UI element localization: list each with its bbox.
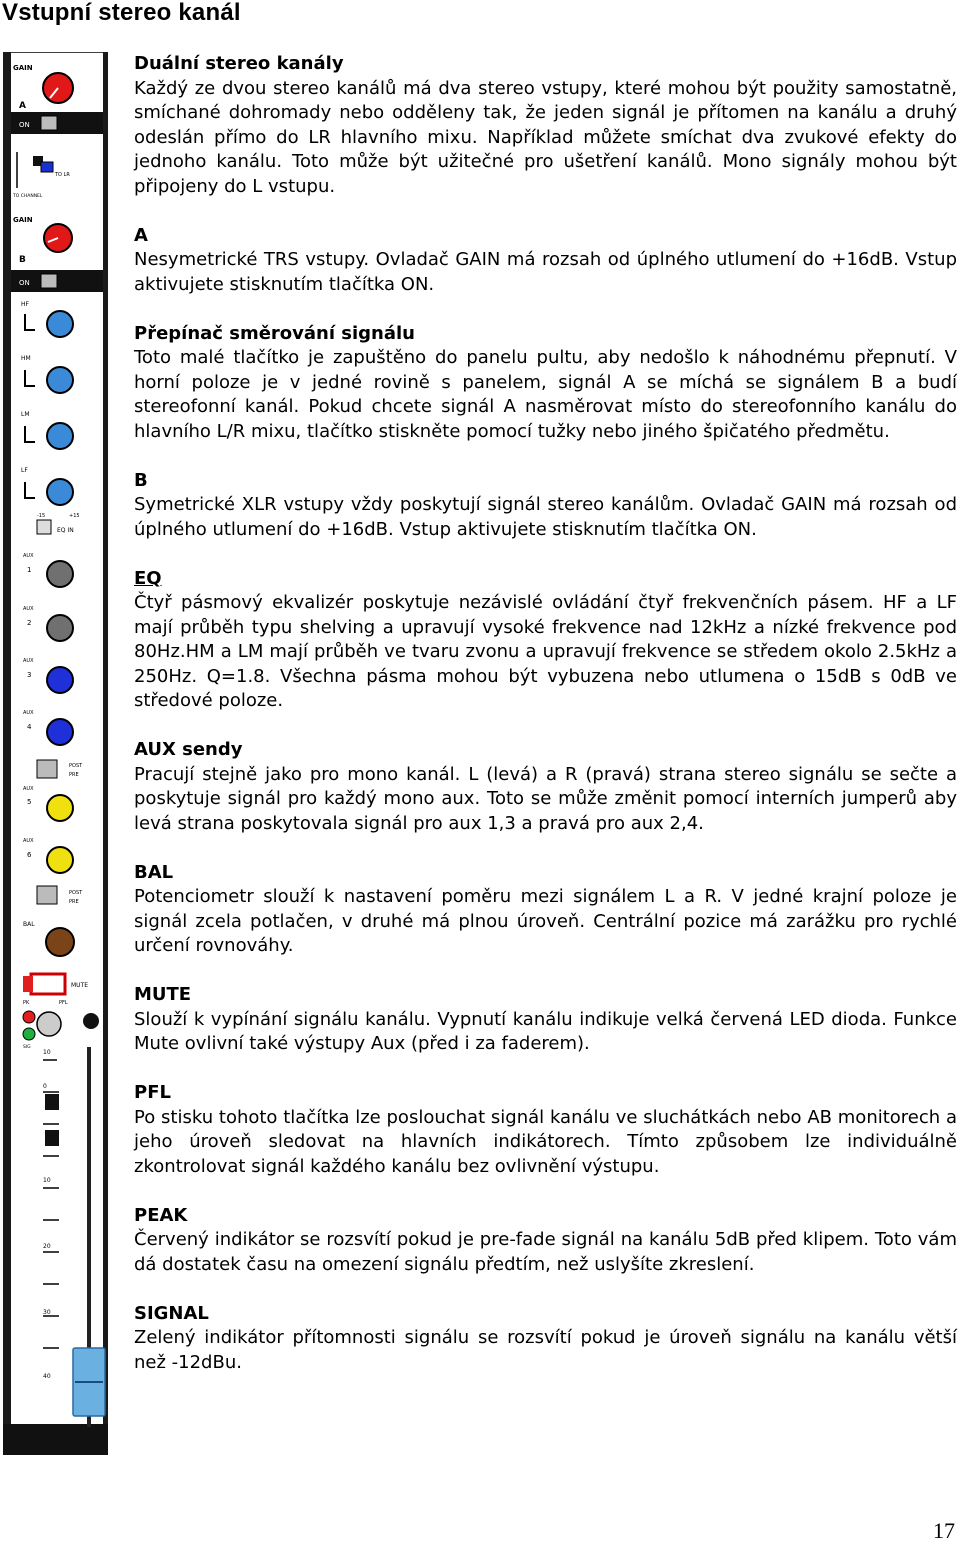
eq-lf-knob[interactable] bbox=[47, 479, 73, 505]
on-a-button[interactable] bbox=[41, 116, 57, 130]
eq-max-label: +15 bbox=[69, 513, 80, 519]
fader-scale-0: 0 bbox=[43, 1083, 47, 1090]
section-input-b bbox=[134, 469, 957, 543]
section-body: Pracují stejně jako pro mono kanál. L (levá) a R (pravá) strana stereo signálu se sečte a poskytuje signál pro každý mono aux. Toto se může změnit pomocí interních jumperů aby levá strana poskytovala signál pro aux 1,3 a pravá pro aux 2,4. bbox=[134, 763, 957, 834]
eq-in-button[interactable] bbox=[37, 520, 51, 534]
eq-hf-knob[interactable] bbox=[47, 311, 73, 337]
section-body: Každý ze dvou stereo kanálů má dva stereo vstupy, které mohou být použity samostatně, smíchané dohromady nebo odděleny tak, že jeden signál je přítomen na kanálu a druhý odeslán přímo do LR hlavního mixu. Například můžete smíchat dva zvukové efekty do jednoho kanálu. Toto může být užitečné pro ušetření kanálů. Mono signály mohou být připojeny do L vstupu. bbox=[134, 77, 957, 197]
section-body: Potenciometr slouží k nastavení poměru mezi signálem L a R. V jedné krajní poloze je signál zcela potlačen, v druhé má plnou úroveň. Centrální pozice má zarážku pro rychlé určení rovnováhy. bbox=[134, 886, 957, 956]
mute-button[interactable] bbox=[31, 974, 65, 994]
bal-label: BAL bbox=[23, 921, 35, 928]
to-lr-label: TO LR bbox=[55, 172, 70, 178]
aux-56-prepost-button[interactable] bbox=[37, 886, 57, 904]
section-heading: AUX sendy bbox=[134, 739, 243, 760]
gain-a-label: GAIN bbox=[13, 64, 33, 72]
eq-in-label: EQ IN bbox=[57, 527, 74, 534]
section-aux-sends bbox=[134, 738, 957, 836]
section-heading: EQ bbox=[134, 567, 162, 589]
to-channel-label: TO CHANNEL bbox=[13, 194, 43, 199]
section-body: Nesymetrické TRS vstupy. Ovladač GAIN má rozsah od úplného utlumení do +16dB. Vstup aktivujete stisknutím tlačítka ON. bbox=[134, 249, 957, 295]
content-column bbox=[134, 52, 957, 1400]
section-pfl bbox=[134, 1081, 957, 1179]
aux-56-post-label: POST bbox=[69, 890, 83, 896]
section-input-a bbox=[134, 224, 957, 298]
section-routing-switch bbox=[134, 322, 957, 445]
section-heading: SIGNAL bbox=[134, 1302, 209, 1324]
aux-2-knob[interactable] bbox=[47, 615, 73, 641]
page-number: 17 bbox=[933, 1518, 955, 1543]
eq-lm-label: LM bbox=[21, 411, 30, 418]
section-body: Čtyř pásmový ekvalizér poskytuje nezávislé ovládání čtyř frekvenčních pásem. HF a LF mají průběh typu shelving a upravují vysoké frekvence nad 12kHz a nízké frekvence pod 80Hz.HM a LM mají průběh ve tvaru zvonu a upravují frekvence se středem okolo 2.5kHz a 250Hz. Q=1.8. Všechna pásma mohou být vybuzena nebo utlumena o 15dB s 0dB ve středové poloze. bbox=[134, 592, 957, 711]
section-mute bbox=[134, 983, 957, 1057]
aux-6-label: AUX bbox=[23, 838, 34, 844]
fader-scale-30: 30 bbox=[43, 1309, 51, 1316]
section-body: Toto malé tlačítko je zapuštěno do panelu pultu, aby nedošlo k náhodnému přepnutí. V horní poloze je v jedné rovině s panelem, signál A se míchá se signálem B a budí stereofonní kanál. Pokud chcete signál A nasměrovat místo do stereofonního kanálu do hlavního L/R mixu, tlačítko stiskněte pomocí tužky nebo jiného špičatého předmětu. bbox=[134, 347, 957, 442]
aux-3-label: AUX bbox=[23, 658, 34, 664]
aux-6-number: 6 bbox=[27, 851, 32, 859]
pfl-button[interactable] bbox=[37, 1012, 61, 1036]
section-body: Po stisku tohoto tlačítka lze poslouchat signál kanálu ve sluchátkách nebo AB monitorech a jeho úroveň sledovat na hlavních indikátorech. Tímto způsobem lze individuálně zkontrolovat signál každého kanálu bez ovlivnění výstupu. bbox=[134, 1106, 957, 1177]
section-body: Slouží k vypínání signálu kanálu. Vypnutí kanálu indikuje velká červená LED dioda. Funkce Mute ovlivní také výstupy Aux (před i za faderem). bbox=[134, 1008, 957, 1054]
pk-label: PK bbox=[23, 1000, 30, 1006]
aux-5-knob[interactable] bbox=[47, 795, 73, 821]
pfl-label: PFL bbox=[59, 1000, 68, 1006]
on-b-label: ON bbox=[19, 279, 30, 287]
input-a-label: A bbox=[19, 101, 26, 111]
section-heading: Duální stereo kanály bbox=[134, 53, 344, 74]
pfl-led bbox=[83, 1013, 99, 1029]
aux-6-knob[interactable] bbox=[47, 847, 73, 873]
aux-1-knob[interactable] bbox=[47, 561, 73, 587]
mute-label: MUTE bbox=[71, 982, 89, 989]
aux-1-number: 1 bbox=[27, 566, 32, 574]
peak-led bbox=[23, 1011, 35, 1023]
aux-1-label: AUX bbox=[23, 553, 34, 559]
section-body: Zelený indikátor přítomnosti signálu se rozsvítí pokud je úroveň signálu na kanálu větší než -12dBu. bbox=[134, 1327, 957, 1373]
eq-lf-label: LF bbox=[21, 467, 28, 474]
aux-2-number: 2 bbox=[27, 619, 32, 627]
section-heading: Přepínač směrování signálu bbox=[134, 322, 415, 344]
aux-4-number: 4 bbox=[27, 723, 32, 731]
section-eq bbox=[134, 567, 957, 714]
sig-label: SIG bbox=[23, 1045, 31, 1050]
signal-led bbox=[23, 1028, 35, 1040]
aux-34-pre-label: PRE bbox=[69, 772, 79, 778]
fader-scale-20: 20 bbox=[43, 1243, 51, 1250]
on-a-label: ON bbox=[19, 121, 30, 129]
eq-hf-label: HF bbox=[21, 301, 29, 308]
section-heading: MUTE bbox=[134, 984, 192, 1005]
eq-hm-label: HM bbox=[21, 355, 31, 362]
aux-5-number: 5 bbox=[27, 798, 32, 806]
aux-5-label: AUX bbox=[23, 786, 34, 792]
fader-scale-10: 10 bbox=[43, 1177, 51, 1184]
bal-knob[interactable] bbox=[46, 928, 74, 956]
section-dual-stereo-channels bbox=[134, 52, 957, 199]
aux-4-label: AUX bbox=[23, 710, 34, 716]
section-bal bbox=[134, 861, 957, 959]
aux-56-pre-label: PRE bbox=[69, 899, 79, 905]
aux-34-post-label: POST bbox=[69, 763, 83, 769]
eq-min-label: -15 bbox=[37, 513, 46, 519]
aux-2-label: AUX bbox=[23, 606, 34, 612]
section-heading: A bbox=[134, 224, 148, 246]
section-peak bbox=[134, 1204, 957, 1278]
fader-scale-40: 40 bbox=[43, 1373, 51, 1380]
section-heading: B bbox=[134, 469, 148, 491]
section-body: Symetrické XLR vstupy vždy poskytují signál stereo kanálům. Ovladač GAIN má rozsah od úplného utlumení do +16dB. Vstup aktivujete stisknutím tlačítka ON. bbox=[134, 494, 957, 540]
aux-3-knob[interactable] bbox=[47, 667, 73, 693]
channel-strip-illustration bbox=[3, 52, 108, 1455]
gain-b-label: GAIN bbox=[13, 216, 33, 224]
aux-3-number: 3 bbox=[27, 671, 32, 679]
aux-34-prepost-button[interactable] bbox=[37, 760, 57, 778]
section-body: Červený indikátor se rozsvítí pokud je pre-fade signál na kanálu 5dB před klipem. Toto vám dá dostatek času na omezení signálu předtím, než uslyšíte zkreslení. bbox=[134, 1229, 957, 1275]
page-title: Vstupní stereo kanál bbox=[2, 0, 241, 26]
eq-hm-knob[interactable] bbox=[47, 367, 73, 393]
aux-4-knob[interactable] bbox=[47, 719, 73, 745]
on-b-button[interactable] bbox=[41, 274, 57, 288]
input-b-label: B bbox=[19, 255, 26, 265]
eq-lm-knob[interactable] bbox=[47, 423, 73, 449]
fader-scale-10-top: 10 bbox=[43, 1049, 51, 1056]
section-heading: BAL bbox=[134, 861, 174, 883]
section-heading: PFL bbox=[134, 1082, 171, 1103]
section-heading: PEAK bbox=[134, 1204, 188, 1226]
section-signal bbox=[134, 1302, 957, 1376]
